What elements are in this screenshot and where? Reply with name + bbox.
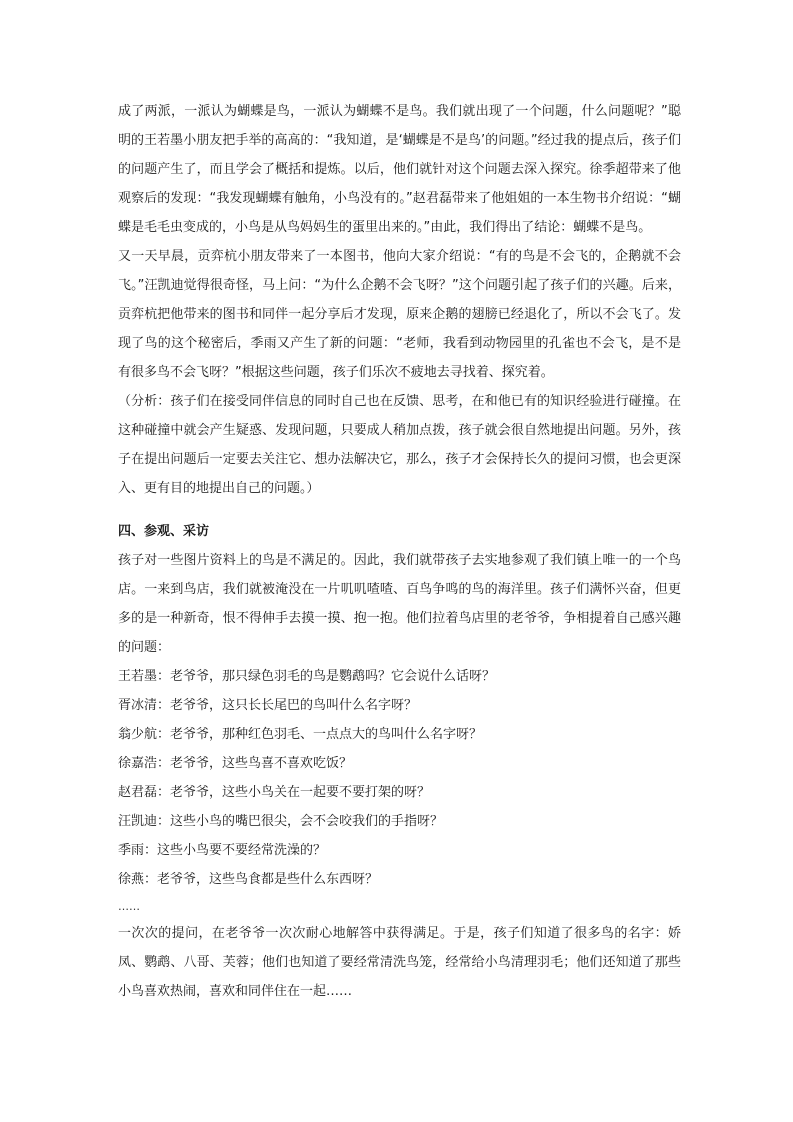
paragraph-penguin: 又一天早晨，贡弈杭小朋友带来了一本图书，他向大家介绍说：“有的鸟是不会飞的，企鹅就不会飞。”汪凯迪觉得很奇怪，马上问：“为什么企鹅不会飞呀？”这个问题引起了孩子们的兴趣。后来，贡弈杭把他带来的图书和同伴一起分享后才发现，原来企鹅的翅膀已经退化了，所以不会飞了。发现了鸟的这个秘密后，季雨又产生了新的问题：“老师，我看到动物园里的孔雀也不会飞，是不是有很多鸟不会飞呀？”根据这些问题，孩子们乐次不疲地去寻找着、探究着。 [118,249,681,380]
question-line: 徐燕：老爷爷，这些鸟食都是些什么东西呀？ [118,872,379,887]
paragraph-bird-shop: 孩子对一些图片资料上的鸟是不满足的。因此，我们就带孩子去实地参观了我们镇上唯一的一个鸟店。一来到鸟店，我们就被淹没在一片叽叽喳喳、百鸟争鸣的鸟的海洋里。孩子们满怀兴奋，但更多的是一种新奇，恨不得伸手去摸一摸、抱一抱。他们拉着鸟店里的老爷爷，争相提着自己感兴趣的问题： [118,553,681,655]
question-line: 季雨：这些小鸟要不要经常洗澡的？ [118,843,327,858]
question-line: 徐嘉浩：老爷爷，这些鸟喜不喜欢吃饭？ [118,756,353,771]
question-line: 汪凯迪：这些小鸟的嘴巴很尖，会不会咬我们的手指呀？ [118,814,444,829]
question-line: 赵君磊：老爷爷，这些小鸟关在一起要不要打架的呀？ [118,785,431,800]
ellipsis: …… [118,900,140,913]
paragraph-closing: 一次次的提问，在老爷爷一次次耐心地解答中获得满足。于是，孩子们知道了很多鸟的名字：娇凤、鹦鹉、八哥、芙蓉；他们也知道了要经常清洗鸟笼，经常给小鸟清理羽毛；他们还知道了那些小鸟喜欢热闹，喜欢和同伴住在一起…… [118,926,681,999]
section-spacer [118,503,681,517]
paragraph-analysis: （分析：孩子们在接受同伴信息的同时自己也在反馈、思考，在和他已有的知识经验进行碰撞。在这种碰撞中就会产生疑惑、发现问题，只要成人稍加点拨，孩子就会很自然地提出问题。另外，孩子在提出问题后一定要去关注它、想办法解决它，那么，孩子才会保持长久的提问习惯，也会更深入、更有目的地提出自己的问题。） [118,394,681,496]
question-line: 翁少航：老爷爷，那种红色羽毛、一点点大的鸟叫什么名字呀？ [118,727,483,742]
question-line: 胥冰清：老爷爷，这只长长尾巴的鸟叫什么名字呀？ [118,698,418,713]
section-heading: 四、参观、采访 [118,524,210,539]
paragraph-butterfly: 成了两派，一派认为蝴蝶是鸟，一派认为蝴蝶不是鸟。我们就出现了一个问题，什么问题呢？”聪明的王若墨小朋友把手举的高高的：“我知道，是‘蝴蝶是不是鸟’的问题。”经过我的提点后，孩子们的问题产生了，而且学会了概括和提炼。以后，他们就针对这个问题去深入探究。徐季超带来了他观察后的发现：“我发现蝴蝶有触角，小鸟没有的。”赵君磊带来了他姐姐的一本生物书介绍说：“蝴蝶是毛毛虫变成的，小鸟是从鸟妈妈生的蛋里出来的。”由此，我们得出了结论：蝴蝶不是鸟。 [118,104,681,235]
question-line: 王若墨：老爷爷，那只绿色羽毛的鸟是鹦鹉吗？它会说什么话呀？ [118,669,496,684]
